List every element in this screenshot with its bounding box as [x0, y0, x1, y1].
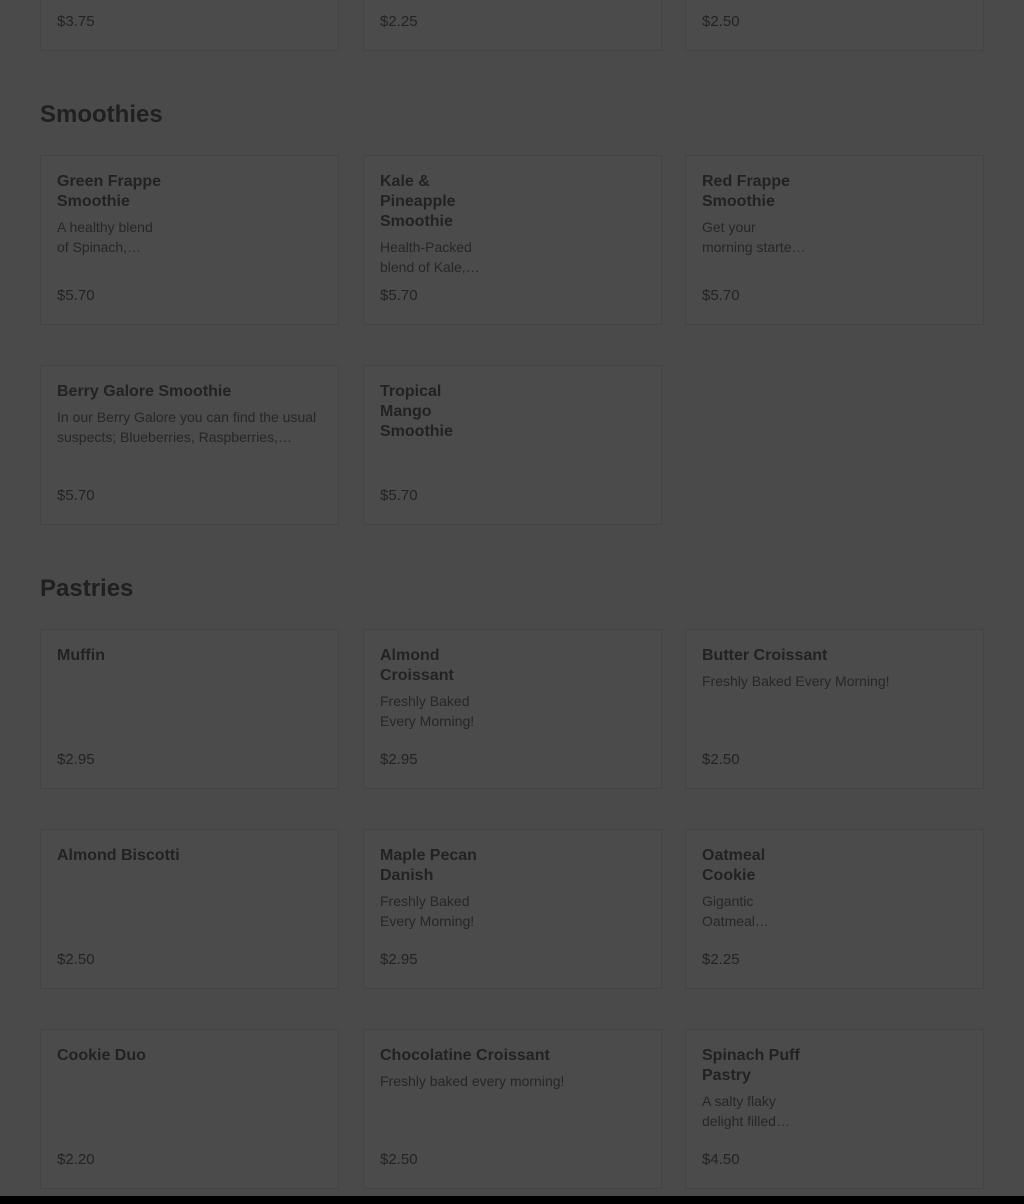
item-price: $5.70 — [380, 287, 418, 304]
item-name: Green Frappe Smoothie — [57, 173, 162, 210]
item-name: Berry Galore Smoothie — [57, 383, 232, 400]
menu-item-card[interactable] — [40, 365, 339, 525]
section-title-smoothies: Smoothies — [40, 101, 163, 128]
item-name: Oatmeal Cookie — [702, 847, 766, 884]
item-price: $2.50 — [380, 1151, 418, 1168]
menu-item-card[interactable] — [363, 365, 662, 525]
menu-item-card[interactable] — [685, 1029, 984, 1189]
item-description: Health-Packed blend of Kale,… — [380, 239, 480, 275]
item-name: Spinach Puff Pastry — [702, 1047, 800, 1084]
item-name: Almond Croissant — [380, 647, 454, 684]
item-price: $2.20 — [57, 1151, 95, 1168]
menu-item-card[interactable] — [40, 155, 339, 325]
item-description: A healthy blend of Spinach,… — [57, 219, 153, 255]
item-name: Red Frappe Smoothie — [702, 173, 791, 210]
item-price: $5.70 — [380, 487, 418, 504]
item-description: In our Berry Galore you can find the usual suspects; Blueberries, Raspberries,… — [57, 409, 317, 445]
item-name: Muffin — [57, 647, 105, 664]
menu-item-card[interactable] — [363, 0, 662, 51]
item-price: $3.75 — [57, 13, 95, 30]
item-price: $2.95 — [380, 751, 418, 768]
item-description: Get your morning starte… — [702, 219, 806, 255]
item-name: Chocolatine Croissant — [380, 1047, 550, 1064]
menu-item-card[interactable] — [40, 1029, 339, 1189]
item-price: $2.25 — [380, 13, 418, 30]
item-description: Freshly Baked Every Morning! — [702, 673, 890, 689]
item-description: A salty flaky delight filled… — [702, 1093, 790, 1129]
item-name: Kale & Pineapple Smoothie — [380, 173, 456, 230]
item-name: Cookie Duo — [57, 1047, 146, 1064]
item-price: $2.50 — [702, 13, 740, 30]
menu-item-card[interactable] — [685, 829, 984, 989]
item-price: $5.70 — [57, 487, 95, 504]
item-name: Butter Croissant — [702, 647, 828, 664]
item-price: $4.50 — [702, 1151, 740, 1168]
menu-item-card[interactable] — [363, 1029, 662, 1189]
menu-item-card[interactable] — [685, 629, 984, 789]
menu-item-card[interactable] — [363, 155, 662, 325]
item-description: Freshly Baked Every Morning! — [380, 693, 475, 729]
menu-item-card[interactable] — [363, 829, 662, 989]
menu-item-card[interactable] — [40, 629, 339, 789]
item-price: $2.50 — [57, 951, 95, 968]
menu-item-card[interactable] — [685, 0, 984, 51]
item-price: $5.70 — [57, 287, 95, 304]
item-name: Almond Biscotti — [57, 847, 180, 864]
menu-item-card[interactable] — [363, 629, 662, 789]
menu-item-card[interactable] — [685, 155, 984, 325]
item-name: Maple Pecan Danish — [380, 847, 477, 884]
item-description: Freshly baked every morning! — [380, 1073, 565, 1089]
item-price: $2.50 — [702, 751, 740, 768]
item-price: $5.70 — [702, 287, 740, 304]
section-title-pastries: Pastries — [40, 575, 134, 602]
item-price: $2.25 — [702, 951, 740, 968]
item-description: Freshly Baked Every Morning! — [380, 893, 475, 929]
item-name: Tropical Mango Smoothie — [380, 383, 453, 440]
item-description: Gigantic Oatmeal… — [702, 893, 769, 929]
item-price: $2.95 — [57, 751, 95, 768]
item-price: $2.95 — [380, 951, 418, 968]
menu-item-card[interactable] — [40, 0, 339, 51]
menu-item-card[interactable] — [40, 829, 339, 989]
bottom-bar — [0, 1196, 1024, 1204]
